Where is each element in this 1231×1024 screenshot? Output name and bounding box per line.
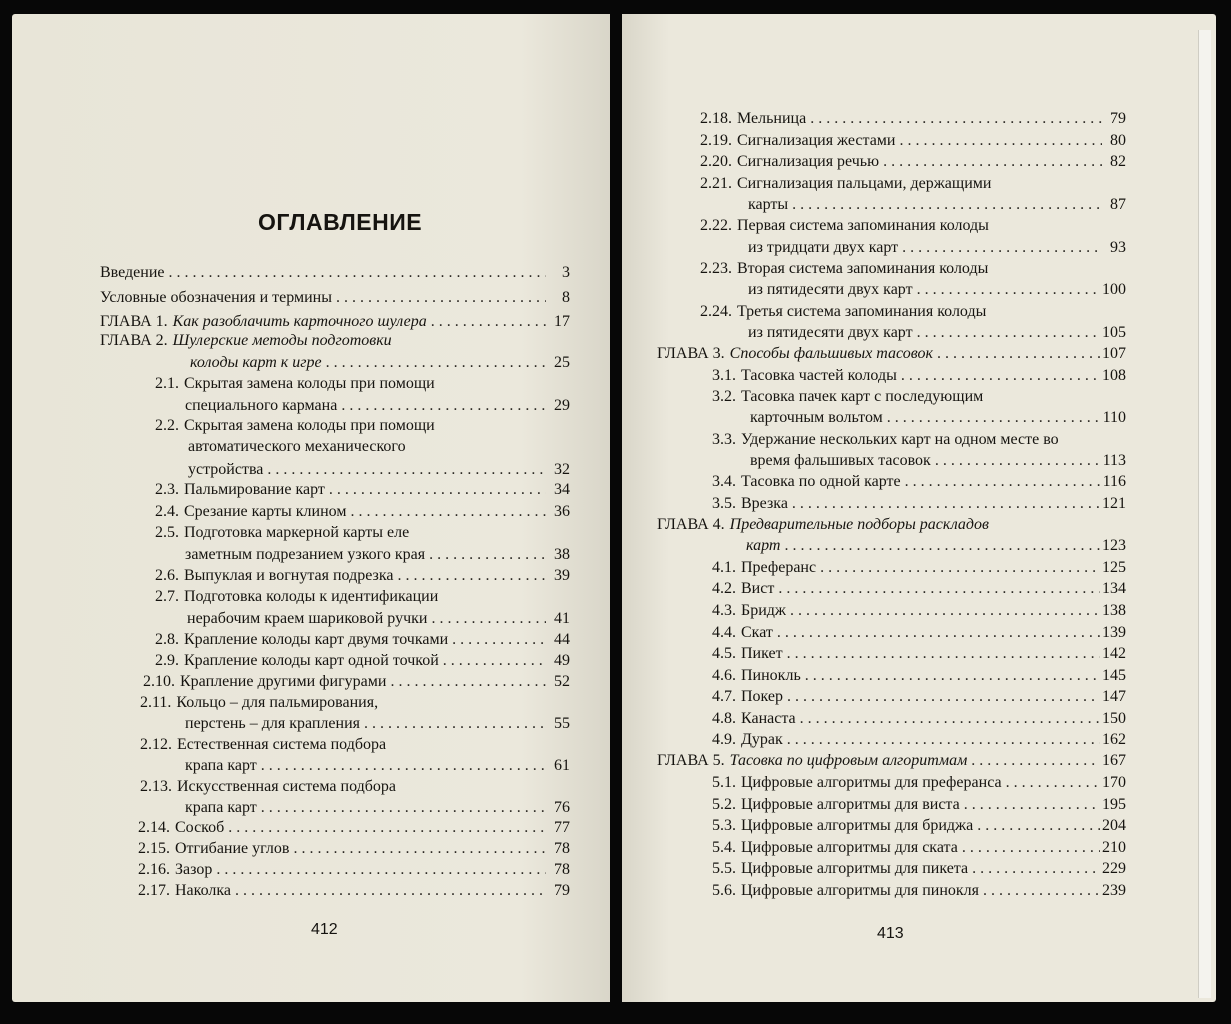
section-number: 2.16. [138,861,170,878]
entry-title-line2: автоматического механического [188,438,406,455]
toc-entry-2-2-line2 [188,436,570,457]
toc-entry-2-20[interactable] [700,151,1126,172]
section-number: 4.2. [712,580,736,597]
dot-leader [820,557,1100,578]
section-number: 3.3. [712,431,736,448]
entry-page: 49 [554,652,570,669]
entry-page: 34 [554,481,570,498]
entry-title-line1: Шулерские методы подготовки [172,332,392,349]
section-number: 3.1. [712,367,736,384]
toc-entry-2-11[interactable] [185,713,570,734]
entry-title-line1: Первая система запоминания колоды [737,217,989,234]
section-number: 2.13. [140,778,172,795]
toc-entry-3-4[interactable] [712,471,1126,492]
dot-leader [917,279,1100,300]
section-number: 2.19. [700,132,732,149]
entry-page: 170 [1102,774,1126,791]
entry-title-line1: Предварительные подборы раскладов [729,516,989,533]
section-number: 2.3. [155,481,179,498]
entry-page: 41 [554,610,570,627]
dot-leader [216,859,546,880]
entry-title: Покер [741,688,784,705]
page-edge [1198,30,1211,998]
toc-entry-4-9[interactable] [712,729,1126,750]
section-number: 3.4. [712,473,736,490]
entry-title-line1: Естественная система подбора [177,736,387,753]
entry-page: 113 [1102,452,1126,469]
dot-leader [341,395,546,416]
entry-title-line1: Подготовка колоды к идентификации [184,588,439,605]
toc-entry-2-8[interactable] [155,629,570,650]
entry-title: Выпуклая и вогнутая подрезка [184,567,394,584]
entry-page: 150 [1102,710,1126,727]
dot-leader [429,544,546,565]
chapter-label: ГЛАВА 4. [657,516,725,533]
section-number: 2.9. [155,652,179,669]
entry-title: Дурак [741,731,783,748]
entry-page: 52 [554,673,570,690]
toc-entry-2-19[interactable] [700,130,1126,151]
entry-title: Отгибание углов [175,840,290,857]
entry-page: 167 [1102,752,1126,769]
toc-entry-2-22[interactable] [748,237,1126,258]
entry-title: Канаста [741,710,796,727]
entry-title: нерабочим краем шариковой ручки [187,610,428,627]
section-number: 5.3. [712,817,736,834]
dot-leader [901,365,1100,386]
entry-page: 78 [554,840,570,857]
entry-page: 123 [1102,537,1126,554]
entry-title: из тридцати двух карт [748,239,899,256]
section-number: 3.2. [712,388,736,405]
toc-entry-3-3[interactable] [750,450,1126,471]
dot-leader [390,671,546,692]
toc-entry-5-2[interactable] [712,794,1126,815]
entry-title: Соскоб [175,819,225,836]
toc-entry-2-24-line1 [700,301,1126,322]
toc-entry-5-4[interactable] [712,837,1126,858]
entry-page: 36 [554,503,570,520]
dot-leader [937,343,1100,364]
toc-entry-chapter-4-line1 [657,514,1126,535]
dot-leader [452,629,546,650]
toc-title: ОГЛАВЛЕНИЕ [258,209,423,235]
section-number: 2.11. [140,694,172,711]
entry-title-line1: Тасовка пачек карт с последующим [741,388,984,405]
entry-title: колоды карт к игре [190,354,322,371]
toc-entry-2-9[interactable] [155,650,570,671]
dot-leader [267,459,546,480]
section-number: 2.5. [155,524,179,541]
entry-page: 32 [554,461,570,478]
entry-page: 39 [554,567,570,584]
toc-entry-2-1-line1 [155,373,570,394]
entry-page: 138 [1102,602,1126,619]
dot-leader [778,578,1100,599]
entry-title: Зазор [175,861,213,878]
entry-title: крапа карт [185,799,257,816]
entry-title: Тасовка по цифровым алгоритмам [729,752,968,769]
dot-leader [810,108,1102,129]
toc-entry-3-1[interactable] [712,365,1126,386]
dot-leader [883,151,1102,172]
section-number: 2.8. [155,631,179,648]
entry-title: Введение [100,264,165,281]
entry-title: Тасовка по одной карте [741,473,901,490]
toc-entry-chapter-2-line1[interactable] [100,330,570,351]
section-number: 2.1. [155,375,179,392]
entry-title-line1: Сигнализация пальцами, держащими [737,175,992,192]
toc-entry-2-10[interactable] [143,671,570,692]
dot-leader [787,686,1100,707]
section-number: 3.5. [712,495,736,512]
toc-entry-4-3[interactable] [712,600,1126,621]
entry-title: Способы фальшивых тасовок [729,345,933,362]
section-number: 5.2. [712,796,736,813]
toc-entry-2-11-line1 [140,692,570,713]
entry-title: Пинокль [741,667,801,684]
dot-leader [962,837,1100,858]
dot-leader [326,352,546,373]
entry-page: 100 [1102,281,1126,298]
entry-page: 55 [554,715,570,732]
toc-entry-4-5[interactable] [712,643,1126,664]
entry-title: специального кармана [185,397,338,414]
dot-leader [293,838,546,859]
entry-title-line1: Третья система запоминания колоды [737,303,987,320]
dot-leader [443,650,546,671]
entry-title: крапа карт [185,757,257,774]
dot-leader [1006,772,1100,793]
dot-leader [983,880,1100,901]
page-number-left: 412 [311,921,338,938]
toc-entry-4-7[interactable] [712,686,1126,707]
chapter-label: ГЛАВА 5. [657,752,725,769]
entry-title: Цифровые алгоритмы для бриджа [741,817,974,834]
toc-entry-2-21-line1 [700,173,1126,194]
entry-title: Пальмирование карт [184,481,325,498]
entry-page: 82 [1110,153,1126,170]
entry-page: 29 [554,397,570,414]
entry-title: Цифровые алгоритмы для ската [741,839,958,856]
entry-page: 87 [1110,196,1126,213]
dot-leader [261,797,546,818]
section-number: 2.22. [700,217,732,234]
entry-page: 142 [1102,645,1126,662]
entry-title: Преферанс [741,559,817,576]
entry-title-line1: Подготовка маркерной карты еле [184,524,410,541]
toc-entry-2-12-line1 [140,734,570,755]
entry-title: Цифровые алгоритмы для пинокля [741,882,979,899]
toc-entry-5-3[interactable] [712,815,1126,836]
toc-entry-5-6[interactable] [712,880,1126,901]
entry-title: Цифровые алгоритмы для пикета [741,860,969,877]
toc-entry-3-2[interactable] [750,407,1126,428]
dot-leader [972,858,1100,879]
entry-title: Как разоблачить карточного шулера [172,313,427,330]
entry-page: 44 [554,631,570,648]
entry-title: Бридж [741,602,786,619]
section-number: 5.6. [712,882,736,899]
toc-entry-4-6[interactable] [712,665,1126,686]
dot-leader [792,194,1102,215]
section-number: 4.9. [712,731,736,748]
section-number: 5.4. [712,839,736,856]
entry-title-line1: Скрытая замена колоды при помощи [184,375,435,392]
entry-page: 77 [554,819,570,836]
entry-title: карточным вольтом [750,409,883,426]
chapter-label: ГЛАВА 1. [100,313,168,330]
toc-entry-2-13-line1 [140,776,570,797]
entry-title: из пятидесяти двух карт [748,281,913,298]
section-number: 2.21. [700,175,732,192]
entry-page: 8 [562,289,570,306]
dot-leader [902,237,1102,258]
dot-leader [431,311,546,332]
entry-page: 139 [1102,624,1126,641]
entry-title: перстень – для крапления [185,715,360,732]
dot-leader [887,407,1101,428]
toc-entry-2-13[interactable] [185,797,570,818]
toc-entry-2-14[interactable] [138,817,570,838]
toc-entry-2-23-line1 [700,258,1126,279]
dot-leader [905,471,1101,492]
entry-page: 105 [1102,324,1126,341]
entry-page: 121 [1102,495,1126,512]
toc-entry-2-17[interactable] [138,880,570,901]
entry-title: Тасовка частей колоды [741,367,897,384]
toc-entry-3-2-line1 [712,386,1126,407]
section-number: 2.4. [155,503,179,520]
dot-leader [805,665,1100,686]
section-number: 5.5. [712,860,736,877]
entry-title: Скат [741,624,773,641]
entry-title-line1: Вторая система запоминания колоды [737,260,989,277]
entry-title-line1: Скрытая замена колоды при помощи [184,417,435,434]
toc-entry-5-5[interactable] [712,858,1126,879]
dot-leader [790,600,1100,621]
toc-entry-2-16[interactable] [138,859,570,880]
section-number: 4.5. [712,645,736,662]
toc-entry-2-2[interactable] [188,459,570,480]
dot-leader [364,713,546,734]
entry-title: Крапление колоды карт двумя точками [184,631,449,648]
entry-title: Срезание карты клином [184,503,347,520]
section-number: 5.1. [712,774,736,791]
section-number: 2.2. [155,417,179,434]
entry-title: Мельница [737,110,807,127]
dot-leader [917,322,1100,343]
dot-leader [777,622,1100,643]
toc-entry-2-4[interactable] [155,501,570,522]
section-number: 2.14. [138,819,170,836]
entry-title: Крапление колоды карт одной точкой [184,652,439,669]
dot-leader [787,729,1100,750]
entry-title: Сигнализация жестами [737,132,896,149]
section-number: 4.1. [712,559,736,576]
section-number: 4.4. [712,624,736,641]
entry-page: 229 [1102,860,1126,877]
toc-entry-4-4[interactable] [712,622,1126,643]
dot-leader [784,535,1100,556]
entry-title: Наколка [175,882,232,899]
entry-title-line1: Искусственная система подбора [177,778,397,795]
entry-title: Врезка [741,495,788,512]
toc-entry-4-1[interactable] [712,557,1126,578]
entry-title: Вист [741,580,775,597]
entry-page: 147 [1102,688,1126,705]
entry-title: карты [748,196,789,213]
section-number: 2.15. [138,840,170,857]
toc-entry-terms[interactable] [100,287,570,308]
dot-leader [261,755,546,776]
toc-entry-2-24[interactable] [748,322,1126,343]
entry-page: 93 [1110,239,1126,256]
section-number: 4.7. [712,688,736,705]
dot-leader [350,501,546,522]
toc-entry-2-7[interactable] [187,608,570,629]
entry-page: 25 [554,354,570,371]
entry-page: 78 [554,861,570,878]
dot-leader [971,750,1100,771]
toc-entry-2-6[interactable] [155,565,570,586]
dot-leader [228,817,546,838]
entry-title: Цифровые алгоритмы для преферанса [741,774,1002,791]
entry-page: 134 [1102,580,1126,597]
section-number: 2.6. [155,567,179,584]
entry-page: 108 [1102,367,1126,384]
entry-page: 76 [554,799,570,816]
toc-entry-2-18[interactable] [700,108,1126,129]
section-number: 4.6. [712,667,736,684]
section-number: 2.17. [138,882,170,899]
dot-leader [964,794,1100,815]
entry-title: Крапление другими фигурами [180,673,387,690]
toc-entry-2-15[interactable] [138,838,570,859]
toc-entry-4-8[interactable] [712,708,1126,729]
toc-entry-chapter-4[interactable] [746,535,1126,556]
entry-page: 204 [1102,817,1126,834]
toc-entry-2-21[interactable] [748,194,1126,215]
toc-entry-chapter-3[interactable] [657,343,1126,364]
toc-entry-chapter-2[interactable] [190,352,570,373]
section-number: 2.12. [140,736,172,753]
dot-leader [977,815,1100,836]
toc-entry-5-1[interactable] [712,772,1126,793]
dot-leader [329,479,546,500]
toc-entry-2-2-line1 [155,415,570,436]
chapter-label: ГЛАВА 2. [100,332,168,349]
entry-page: 239 [1102,882,1126,899]
dot-leader [235,880,546,901]
toc-entry-2-22-line1 [700,215,1126,236]
toc-entry-2-23[interactable] [748,279,1126,300]
dot-leader [899,130,1102,151]
toc-entry-2-7-line1 [155,586,570,607]
toc-entry-2-5[interactable] [185,544,570,565]
entry-page: 162 [1102,731,1126,748]
entry-page: 145 [1102,667,1126,684]
entry-page: 195 [1102,796,1126,813]
entry-page: 17 [554,313,570,330]
entry-title: из пятидесяти двух карт [748,324,913,341]
entry-page: 125 [1102,559,1126,576]
entry-page: 79 [1110,110,1126,127]
toc-entry-chapter-5[interactable] [657,750,1126,771]
section-number: 2.10. [143,673,175,690]
entry-title-line1: Удержание нескольких карт на одном месте во [741,431,1059,448]
toc-entry-intro[interactable] [100,262,570,283]
toc-entry-2-1[interactable] [185,395,570,416]
toc-entry-3-3-line1 [712,429,1126,450]
toc-entry-4-2[interactable] [712,578,1126,599]
toc-entry-3-5[interactable] [712,493,1126,514]
entry-page: 38 [554,546,570,563]
entry-title: заметным подрезанием узкого края [185,546,426,563]
section-number: 4.3. [712,602,736,619]
entry-title: Пикет [741,645,783,662]
dot-leader [787,643,1100,664]
entry-page: 107 [1102,345,1126,362]
toc-entry-chapter-1[interactable] [100,311,570,332]
chapter-label: ГЛАВА 3. [657,345,725,362]
section-number: 4.8. [712,710,736,727]
entry-page: 110 [1102,409,1126,426]
toc-entry-2-12[interactable] [185,755,570,776]
page-number-right: 413 [877,925,904,942]
dot-leader [431,608,546,629]
entry-title: Условные обозначения и термины [100,289,332,306]
entry-page: 3 [562,264,570,281]
dot-leader [792,493,1100,514]
section-number: 2.23. [700,260,732,277]
entry-title: Цифровые алгоритмы для виста [741,796,960,813]
section-number: 2.20. [700,153,732,170]
dot-leader [397,565,546,586]
dot-leader [169,262,547,283]
entry-title: карт [746,537,781,554]
entry-page: 210 [1102,839,1126,856]
toc-entry-2-5-line1 [155,522,570,543]
entry-page: 80 [1110,132,1126,149]
entry-title: Сигнализация речью [737,153,880,170]
entry-page: 61 [554,757,570,774]
dot-leader [800,708,1100,729]
entry-title: время фальшивых тасовок [750,452,931,469]
dot-leader [935,450,1101,471]
entry-page: 79 [554,882,570,899]
dot-leader [336,287,546,308]
entry-title: устройства [188,461,264,478]
entry-page: 116 [1102,473,1126,490]
toc-entry-2-3[interactable] [155,479,570,500]
entry-title-line1: Кольцо – для пальмирования, [176,694,379,711]
section-number: 2.24. [700,303,732,320]
section-number: 2.18. [700,110,732,127]
section-number: 2.7. [155,588,179,605]
